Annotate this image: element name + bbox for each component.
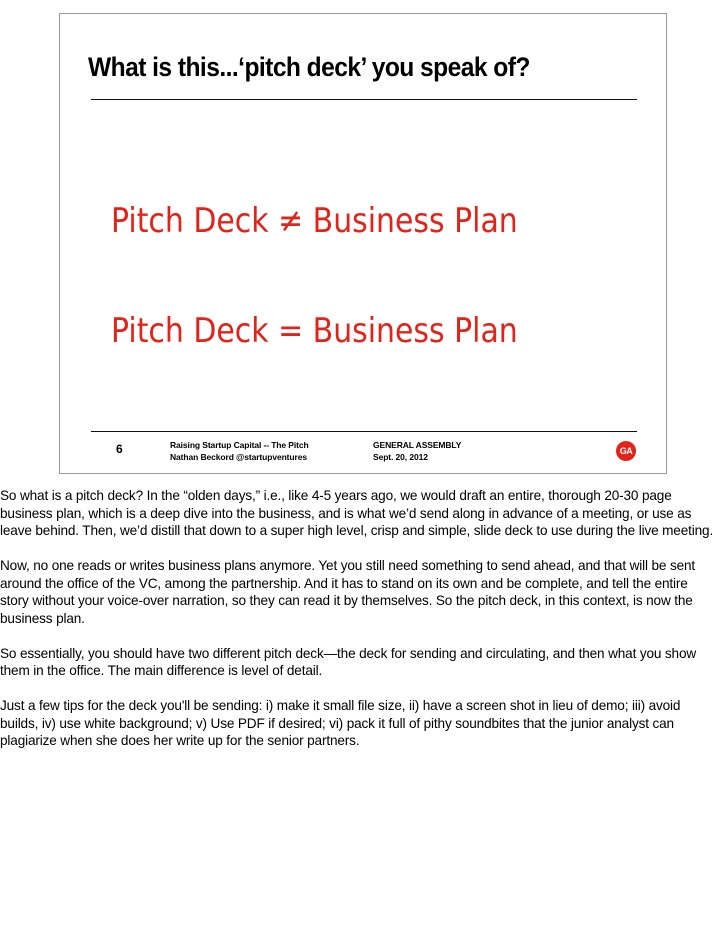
slide-number: 6 [116,442,123,456]
notes-paragraph: So what is a pitch deck? In the “olden days,” i.e., like 4-5 years ago, we would draft an entire, thorough 20-30 page business plan, which is a deep dive into the business, and is what we’d send along in advance of a meeting, or use as leave behind. Then, we’d distill that down to a super high level, crisp and simple, slide deck to use during the live meeting. [0,488,714,538]
pitch-deck-not-equal-business-plan: Pitch Deck ≠ Business Plan [111,201,518,241]
footer-presentation-title: Raising Startup Capital -- The Pitch [170,440,309,450]
footer-organization: GENERAL ASSEMBLY [373,440,462,450]
title-divider [91,99,637,100]
general-assembly-logo-icon: GA [616,441,636,461]
footer-date: Sept. 20, 2012 [373,452,428,462]
footer-event-info [373,439,461,463]
notes-paragraph: Just a few tips for the deck you'll be sending: i) make it small file size, ii) have a screen shot in lieu of demo; iii) avoid builds, iv) use white background; v) Use PDF if desired; vi) pack it full of pithy soundbites that the junior analyst can plagiarize when she does her write up for the senior partners. [0,698,681,748]
footer-divider [91,431,637,432]
speaker-notes [0,487,716,767]
notes-paragraph: Now, no one reads or writes business plans anymore. Yet you still need something to send ahead, and that will be sent around the office of the VC, among the partnership. And it has to stand on its own and be complete, and tell the entire story without your voice-over narration, so they can read it by themselves. So the pitch deck, in this context, is now the business plan. [0,558,696,626]
footer-presentation-info [170,439,309,463]
slide-frame [59,13,667,474]
slide-title: What is this...‘pitch deck’ you speak of? [88,52,530,82]
pitch-deck-equal-business-plan: Pitch Deck = Business Plan [111,311,518,351]
notes-paragraph: So essentially, you should have two different pitch deck—the deck for sending and circulating, and then what you show them in the office. The main difference is level of detail. [0,645,697,678]
footer-presenter: Nathan Beckord @startupventures [170,452,307,462]
